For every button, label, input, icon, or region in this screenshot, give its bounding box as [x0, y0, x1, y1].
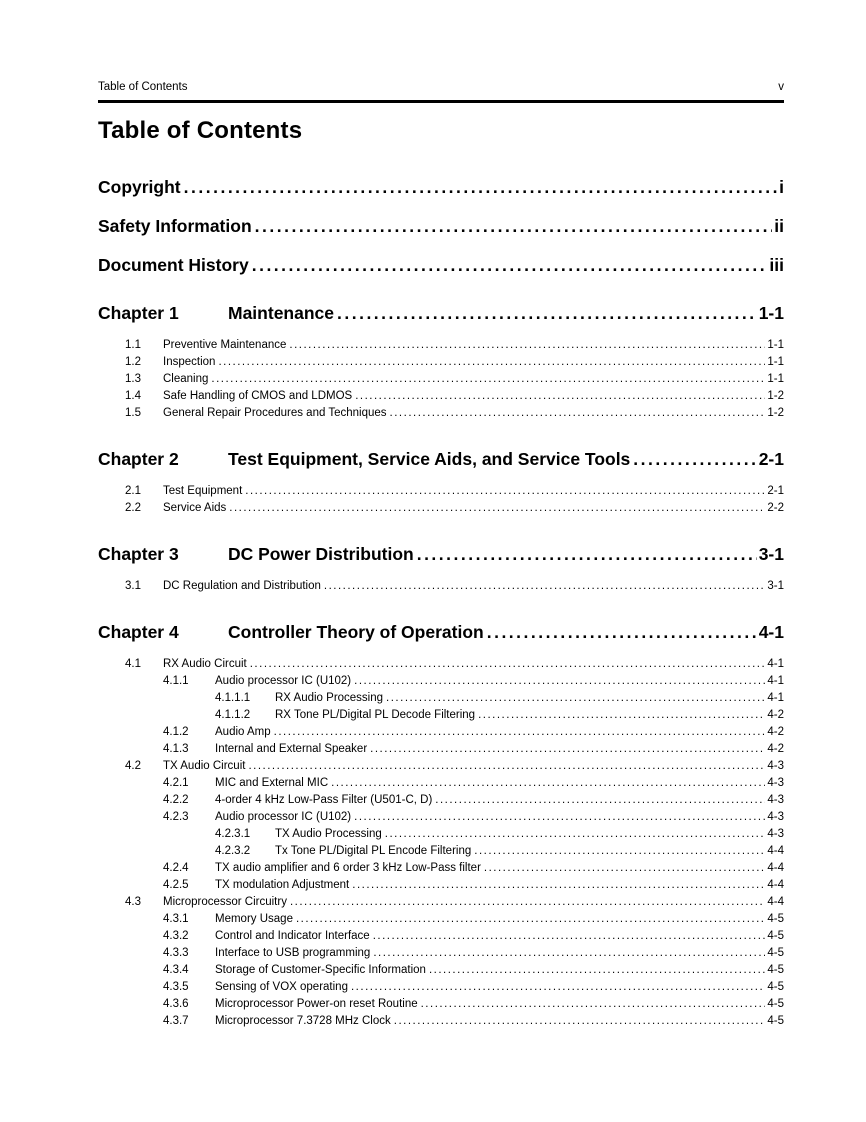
toc-entry[interactable]: [98, 775, 784, 792]
entry-title: RX Audio Processing: [275, 692, 384, 704]
entry-number: 2.2: [125, 502, 141, 514]
entry-title: Document History: [98, 255, 249, 275]
entry-page-number: 2-2: [767, 502, 784, 514]
dot-leader-icon: [245, 483, 765, 500]
dot-leader-icon: [417, 544, 757, 565]
toc-entry[interactable]: [98, 337, 784, 354]
entry-number: 4.2.1: [163, 777, 189, 789]
toc-entry[interactable]: [98, 371, 784, 388]
entry-page-number: 1-1: [767, 373, 784, 385]
entry-number: 1.2: [125, 356, 141, 368]
chapter-label: Chapter 1: [98, 303, 179, 323]
running-header: [98, 80, 784, 103]
dot-leader-icon: [250, 656, 766, 673]
entry-page-number: 4-3: [767, 794, 784, 806]
chapter-page-number: 4-1: [758, 622, 784, 642]
dot-leader-icon: [229, 500, 765, 517]
dot-leader-icon: [337, 303, 757, 324]
entry-page-number: 4-2: [767, 743, 784, 755]
page-title: Table of Contents: [98, 117, 303, 144]
dot-leader-icon: [478, 707, 765, 724]
entry-number: 4.1.1.2: [215, 709, 251, 721]
entry-page-number: 4-3: [767, 777, 784, 789]
entry-page-number: 4-3: [767, 760, 784, 772]
dot-leader-icon: [252, 255, 768, 276]
toc-entry[interactable]: [98, 894, 784, 911]
dot-leader-icon: [211, 371, 765, 388]
entry-page-number: 4-3: [767, 828, 784, 840]
entry-page-number: 1-1: [767, 339, 784, 351]
entry-page-number: 4-5: [767, 964, 784, 976]
entry-title: Tx Tone PL/Digital PL Encode Filtering: [275, 845, 472, 857]
dot-leader-icon: [484, 860, 765, 877]
entry-number: 4.1.1.1: [215, 692, 251, 704]
entry-page-number: 4-4: [767, 845, 784, 857]
entry-page-number: 4-1: [767, 658, 784, 670]
dot-leader-icon: [331, 775, 765, 792]
entry-number: 4.2.4: [163, 862, 189, 874]
entry-title: RX Tone PL/Digital PL Decode Filtering: [275, 709, 476, 721]
entry-page-number: 1-2: [767, 407, 784, 419]
chapter-heading[interactable]: [98, 303, 784, 324]
entry-page-number: 4-5: [767, 981, 784, 993]
front-matter-list: [98, 177, 784, 276]
chapter-title: DC Power Distribution: [228, 544, 414, 564]
entry-number: 4.1.1: [163, 675, 189, 687]
toc-entry[interactable]: [98, 860, 784, 877]
entry-number: 1.5: [125, 407, 141, 419]
entry-number: 1.3: [125, 373, 141, 385]
entry-page-number: 4-4: [767, 896, 784, 908]
entry-title: Cleaning: [163, 373, 209, 385]
chapter-heading[interactable]: [98, 622, 784, 643]
toc-entry[interactable]: [98, 578, 784, 595]
dot-leader-icon: [289, 337, 765, 354]
entry-title: Audio Amp: [215, 726, 271, 738]
entry-title: Safety Information: [98, 216, 252, 236]
entry-number: 4.3.6: [163, 998, 189, 1010]
chapter-section: [98, 544, 784, 595]
chapter-entries: [98, 656, 784, 1030]
toc-entry[interactable]: [98, 792, 784, 809]
entry-title: Microprocessor Circuitry: [163, 896, 287, 908]
toc-entry[interactable]: [98, 962, 784, 979]
chapter-page-number: 1-1: [758, 303, 784, 323]
entry-number: 4.1.2: [163, 726, 189, 738]
entry-page-number: 4-3: [767, 811, 784, 823]
entry-number: 1.4: [125, 390, 141, 402]
entry-page-number: 4-5: [767, 998, 784, 1010]
dot-leader-icon: [184, 177, 777, 198]
toc-entry[interactable]: [98, 979, 784, 996]
dot-leader-icon: [429, 962, 765, 979]
entry-title: Inspection: [163, 356, 216, 368]
entry-title: Interface to USB programming: [215, 947, 371, 959]
toc-entry[interactable]: [98, 690, 784, 707]
entry-page-number: 4-5: [767, 1015, 784, 1027]
entry-number: 4.3.4: [163, 964, 189, 976]
toc-entry[interactable]: [98, 911, 784, 928]
chapter-title: Test Equipment, Service Aids, and Service Tools: [228, 449, 631, 469]
dot-leader-icon: [274, 724, 766, 741]
entry-page-number: 4-4: [767, 862, 784, 874]
dot-leader-icon: [435, 792, 765, 809]
entry-title: TX audio amplifier and 6 order 3 kHz Low-Pass filter: [215, 862, 481, 874]
dot-leader-icon: [385, 826, 766, 843]
dot-leader-icon: [324, 578, 765, 595]
toc-entry[interactable]: [98, 500, 784, 517]
running-header-title: Table of Contents: [98, 81, 188, 93]
toc-entry[interactable]: [98, 483, 784, 500]
entry-title: TX Audio Processing: [275, 828, 382, 840]
entry-page-number: 1-2: [767, 390, 784, 402]
entry-number: 4.3.2: [163, 930, 189, 942]
entry-page-number: 4-5: [767, 913, 784, 925]
entry-page-number: 4-5: [767, 930, 784, 942]
chapter-heading[interactable]: [98, 544, 784, 565]
chapter-entries: [98, 578, 784, 595]
entry-number: 4.3.7: [163, 1015, 189, 1027]
dot-leader-icon: [351, 979, 765, 996]
entry-number: 4.3.1: [163, 913, 189, 925]
dot-leader-icon: [421, 996, 766, 1013]
entry-number: 4.1.3: [163, 743, 189, 755]
chapter-page-number: 3-1: [758, 544, 784, 564]
entry-number: 4.2.3.2: [215, 845, 251, 857]
dot-leader-icon: [296, 911, 765, 928]
toc-entry[interactable]: [98, 707, 784, 724]
dot-leader-icon: [290, 894, 765, 911]
entry-title: Copyright: [98, 177, 181, 197]
dot-leader-icon: [352, 877, 765, 894]
chapter-section: [98, 622, 784, 1030]
entry-title: Internal and External Speaker: [215, 743, 368, 755]
entry-title: Safe Handling of CMOS and LDMOS: [163, 390, 353, 402]
entry-number: 2.1: [125, 485, 141, 497]
dot-leader-icon: [255, 216, 773, 237]
chapter-entries: [98, 483, 784, 517]
chapter-label: Chapter 3: [98, 544, 179, 564]
entry-page-number: 3-1: [767, 580, 784, 592]
toc-entry[interactable]: [98, 724, 784, 741]
toc-entry[interactable]: [98, 354, 784, 371]
toc-entry[interactable]: [98, 945, 784, 962]
dot-leader-icon: [633, 449, 756, 470]
chapter-page-number: 2-1: [758, 449, 784, 469]
entry-number: 1.1: [125, 339, 141, 351]
toc-entry[interactable]: [98, 843, 784, 860]
toc-entry[interactable]: [98, 809, 784, 826]
chapter-label: Chapter 2: [98, 449, 179, 469]
entry-number: 4.2.3: [163, 811, 189, 823]
entry-number: 4.2: [125, 760, 141, 772]
dot-leader-icon: [355, 388, 765, 405]
toc-entry[interactable]: [98, 673, 784, 690]
entry-title: MIC and External MIC: [215, 777, 329, 789]
dot-leader-icon: [354, 673, 765, 690]
dot-leader-icon: [386, 690, 765, 707]
entry-number: 4.3: [125, 896, 141, 908]
toc-entry[interactable]: [98, 928, 784, 945]
entry-page-number: iii: [769, 255, 784, 275]
dot-leader-icon: [390, 405, 766, 422]
chapters-container: [98, 303, 784, 1030]
entry-title: Microprocessor 7.3728 MHz Clock: [215, 1015, 391, 1027]
running-header-page-number: v: [778, 81, 784, 93]
entry-title: Memory Usage: [215, 913, 293, 925]
toc-entry[interactable]: [98, 758, 784, 775]
chapter-title: Maintenance: [228, 303, 334, 323]
entry-title: Preventive Maintenance: [163, 339, 287, 351]
entry-number: 3.1: [125, 580, 141, 592]
dot-leader-icon: [394, 1013, 766, 1030]
entry-title: Microprocessor Power-on reset Routine: [215, 998, 418, 1010]
chapter-label: Chapter 4: [98, 622, 179, 642]
dot-leader-icon: [354, 809, 765, 826]
entry-number: 4.3.5: [163, 981, 189, 993]
toc-entry[interactable]: [98, 996, 784, 1013]
chapter-title: Controller Theory of Operation: [228, 622, 484, 642]
entry-page-number: 4-2: [767, 709, 784, 721]
dot-leader-icon: [474, 843, 765, 860]
toc-entry[interactable]: [98, 1013, 784, 1030]
chapter-entries: [98, 337, 784, 422]
entry-title: Service Aids: [163, 502, 227, 514]
entry-number: 4.3.3: [163, 947, 189, 959]
entry-title: Audio processor IC (U102): [215, 811, 352, 823]
dot-leader-icon: [373, 945, 765, 962]
entry-title: Control and Indicator Interface: [215, 930, 370, 942]
entry-page-number: 1-1: [767, 356, 784, 368]
dot-leader-icon: [487, 622, 757, 643]
entry-page-number: 4-5: [767, 947, 784, 959]
dot-leader-icon: [370, 741, 765, 758]
entry-number: 4.1: [125, 658, 141, 670]
toc-entry[interactable]: [98, 877, 784, 894]
entry-number: 4.2.5: [163, 879, 189, 891]
front-matter-entry[interactable]: [98, 177, 784, 198]
entry-page-number: 2-1: [767, 485, 784, 497]
entry-page-number: 4-2: [767, 726, 784, 738]
entry-number: 4.2.3.1: [215, 828, 251, 840]
entry-title: Test Equipment: [163, 485, 243, 497]
toc-entry[interactable]: [98, 656, 784, 673]
entry-title: Audio processor IC (U102): [215, 675, 352, 687]
toc-entry[interactable]: [98, 826, 784, 843]
chapter-section: [98, 449, 784, 517]
entry-title: Sensing of VOX operating: [215, 981, 348, 993]
toc-entry[interactable]: [98, 388, 784, 405]
dot-leader-icon: [373, 928, 766, 945]
entry-title: 4-order 4 kHz Low-Pass Filter (U501-C, D): [215, 794, 433, 806]
chapter-section: [98, 303, 784, 422]
entry-number: 4.2.2: [163, 794, 189, 806]
entry-title: TX Audio Circuit: [163, 760, 246, 772]
toc-entry[interactable]: [98, 405, 784, 422]
dot-leader-icon: [218, 354, 765, 371]
front-matter-entry[interactable]: [98, 255, 784, 276]
entry-page-number: i: [779, 177, 784, 197]
entry-title: RX Audio Circuit: [163, 658, 247, 670]
toc-entry[interactable]: [98, 741, 784, 758]
entry-title: Storage of Customer-Specific Information: [215, 964, 426, 976]
entry-title: DC Regulation and Distribution: [163, 580, 321, 592]
entry-title: General Repair Procedures and Techniques: [163, 407, 387, 419]
entry-page-number: 4-1: [767, 675, 784, 687]
dot-leader-icon: [248, 758, 765, 775]
entry-title: TX modulation Adjustment: [215, 879, 350, 891]
entry-page-number: ii: [774, 216, 784, 236]
chapter-heading[interactable]: [98, 449, 784, 470]
entry-page-number: 4-1: [767, 692, 784, 704]
front-matter-entry[interactable]: [98, 216, 784, 237]
entry-page-number: 4-4: [767, 879, 784, 891]
